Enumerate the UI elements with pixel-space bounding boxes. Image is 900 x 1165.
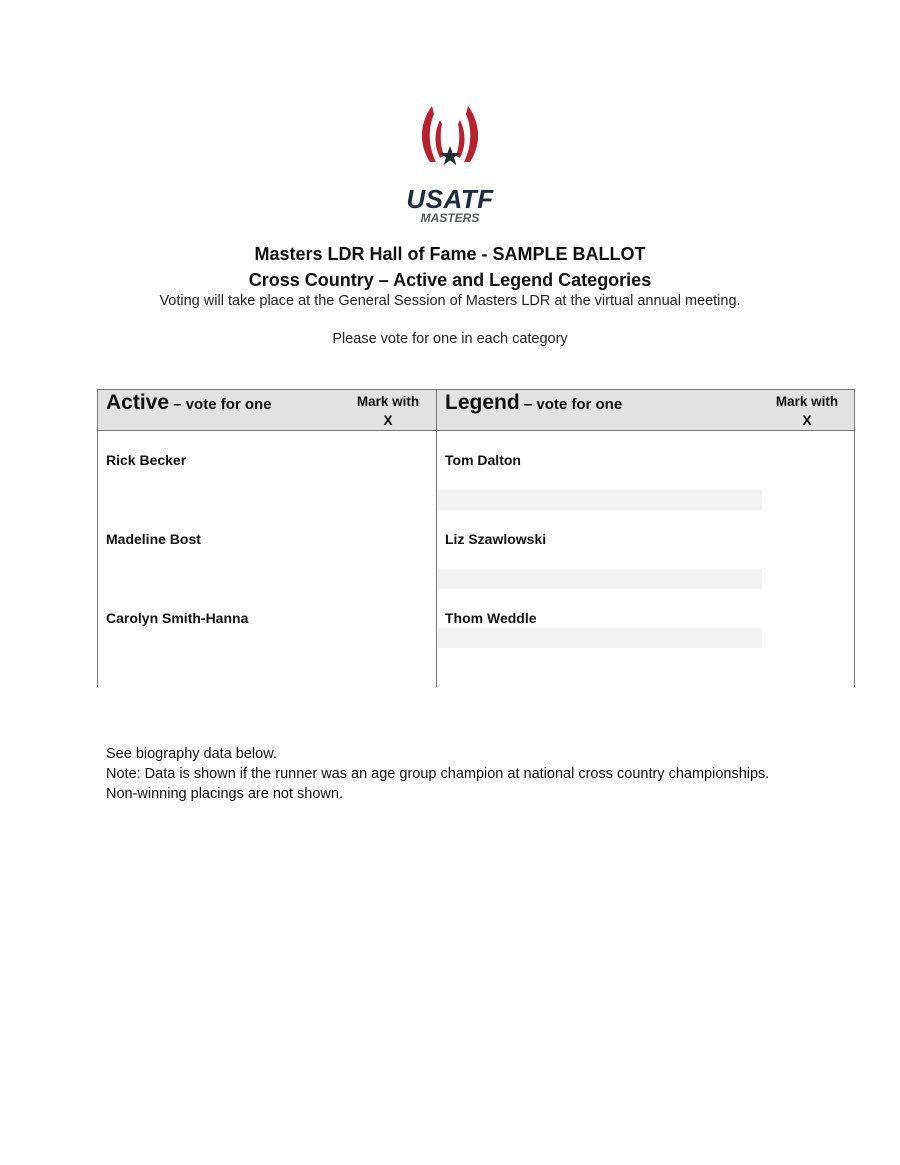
legend-candidate-name: Thom Weddle — [445, 610, 537, 626]
legend-row-stripe — [438, 569, 762, 589]
active-candidate-name: Madeline Bost — [106, 531, 201, 547]
active-column-header — [106, 391, 272, 415]
active-mark-label-2: X — [383, 413, 393, 428]
ballot-title: Masters LDR Hall of Fame - SAMPLE BALLOT — [254, 244, 646, 264]
active-mark-header — [343, 392, 433, 430]
active-mark-label-1: Mark with — [356, 394, 420, 409]
active-candidate-name: Carolyn Smith-Hanna — [106, 610, 249, 626]
legend-category-suffix: – vote for one — [519, 396, 623, 413]
logo-subtitle: MASTERS — [420, 211, 480, 225]
legend-candidate-name: Tom Dalton — [445, 452, 521, 468]
vote-instruction: Please vote for one in each category — [332, 331, 568, 347]
placings-note: Non-winning placings are not shown. — [106, 786, 343, 802]
ballot-subtitle: Cross Country – Active and Legend Categories — [248, 270, 652, 290]
legend-row-stripe — [438, 490, 762, 510]
logo-wordmark: USATF — [406, 184, 494, 214]
legend-mark-label-1: Mark with — [775, 394, 839, 409]
active-candidate-name: Rick Becker — [106, 452, 187, 468]
usatf-masters-logo — [398, 100, 502, 228]
active-category-suffix: – vote for one — [169, 396, 272, 413]
legend-mark-label-2: X — [802, 413, 812, 428]
legend-candidate-name: Liz Szawlowski — [445, 531, 547, 547]
data-note: Note: Data is shown if the runner was an age group champion at national cross country championships. — [106, 766, 770, 782]
legend-category-label: Legend — [445, 391, 520, 414]
active-category-label: Active — [106, 391, 170, 414]
legend-row-stripe — [438, 628, 762, 648]
bio-note: See biography data below. — [106, 746, 277, 762]
ballot-table — [97, 389, 855, 687]
legend-column-header — [445, 391, 622, 415]
legend-mark-header — [762, 392, 852, 430]
voting-info: Voting will take place at the General Session of Masters LDR at the virtual annual meeting. — [159, 293, 741, 309]
winged-star-icon — [410, 100, 490, 180]
